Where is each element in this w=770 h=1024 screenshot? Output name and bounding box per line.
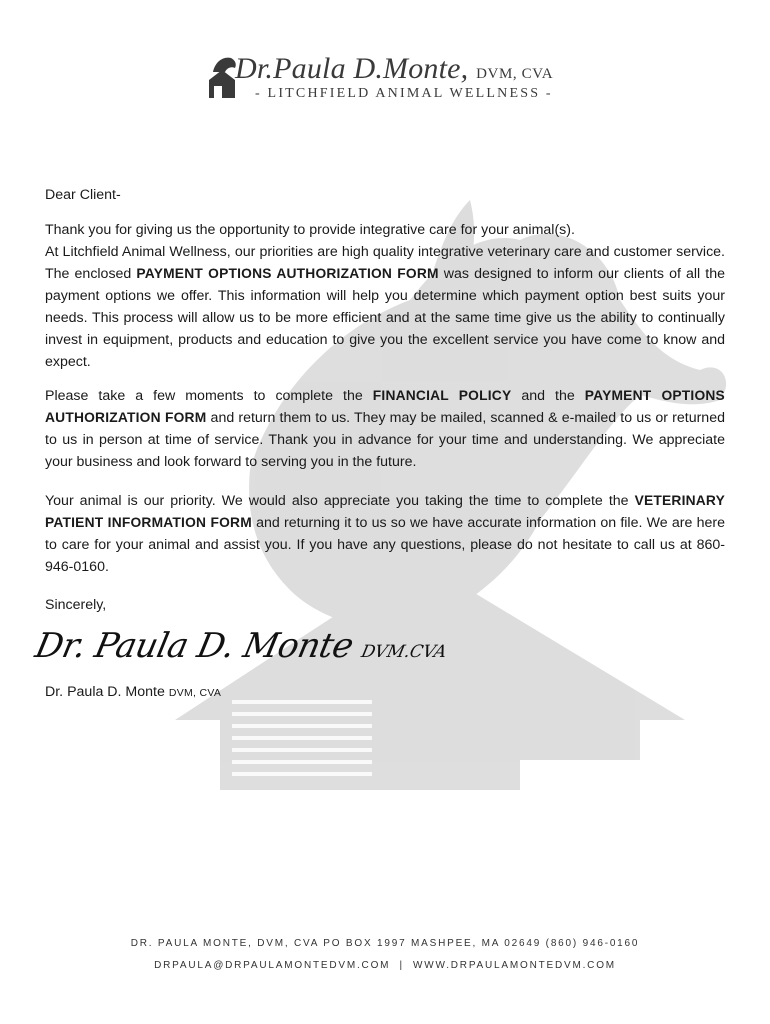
printed-credentials: DVM, CVA <box>168 687 222 699</box>
para1-text-before: At Litchfield Animal Wellness, our priorities are high quality integrative veterinary care and customer service. The enclosed <box>45 244 725 282</box>
printed-name-text: Dr. Paula D. Monte <box>45 684 165 700</box>
para3-text1: Your animal is our priority. We would also appreciate you taking the time to complete the <box>45 493 635 509</box>
signature-credentials: DVM.CVA <box>359 642 449 662</box>
footer-contact <box>0 960 770 971</box>
footer-website[interactable]: WWW.DRPAULAMONTEDVM.COM <box>413 960 616 971</box>
para2-text2: and the <box>511 388 585 404</box>
signature-name: Dr. Paula D. Monte <box>31 626 357 666</box>
closing-text: Sincerely, <box>45 597 107 613</box>
para1-line1: Thank you for giving us the opportunity to provide integrative care for your animal(s). <box>45 222 575 238</box>
para2-text3: and return them to us. They may be mailed, scanned & e-mailed to us or returned to us in person at time of service. Thank you in advance for your time and understanding. We appreciate your business and look forward to serving you in the future. <box>45 410 725 470</box>
logo-subtitle: - LITCHFIELD ANIMAL WELLNESS - <box>255 86 553 101</box>
signature-script <box>32 626 452 666</box>
letter-greeting <box>45 184 725 206</box>
letter-paragraph-3 <box>45 490 725 578</box>
para2-text1: Please take a few moments to complete the <box>45 388 373 404</box>
greeting-text: Dear Client- <box>45 187 121 203</box>
letter-paragraph-2 <box>45 385 725 473</box>
logo-credentials: DVM, CVA <box>476 66 554 82</box>
patient-information-form-name: VETERINARY PATIENT INFORMATION FORM <box>45 493 725 530</box>
payment-options-form-name: PAYMENT OPTIONS AUTHORIZATION FORM <box>136 266 439 281</box>
para2-body <box>45 385 725 473</box>
para3-text2: and returning it to us so we have accurate information on file. We are here to care for your animal and assist you. If you have any questions, please do not hesitate to call us at 860-946-0160. <box>45 515 725 575</box>
horse-barn-logo-icon <box>205 54 239 100</box>
practice-logo <box>205 52 554 108</box>
letter-closing <box>45 594 725 616</box>
logo-name-text: Dr.Paula D.Monte, <box>235 52 469 85</box>
para3-body <box>45 490 725 578</box>
payment-options-form-name-2: PAYMENT OPTIONS AUTHORIZATION FORM <box>45 388 725 425</box>
para1-body <box>45 241 725 373</box>
financial-policy-form-name: FINANCIAL POLICY <box>372 388 512 403</box>
logo-practitioner-name <box>235 52 553 86</box>
para1-text-after: was designed to inform our clients of all the payment options we offer. This information will help you determine which payment option best suits your needs. This process will allow us to be more efficient and at the same time give us the ability to continually invest in equipment, products and education to give you the excellent service you have come to know and expect. <box>45 266 725 370</box>
handwritten-signature <box>31 622 449 672</box>
printed-signatory-name <box>45 684 221 700</box>
footer-separator: | <box>399 960 404 971</box>
footer-email[interactable]: DRPAULA@DRPAULAMONTEDVM.COM <box>154 960 391 971</box>
letter-paragraph-1 <box>45 219 725 373</box>
footer-address: DR. PAULA MONTE, DVM, CVA PO BOX 1997 MASHPEE, MA 02649 (860) 946-0160 <box>130 938 640 949</box>
